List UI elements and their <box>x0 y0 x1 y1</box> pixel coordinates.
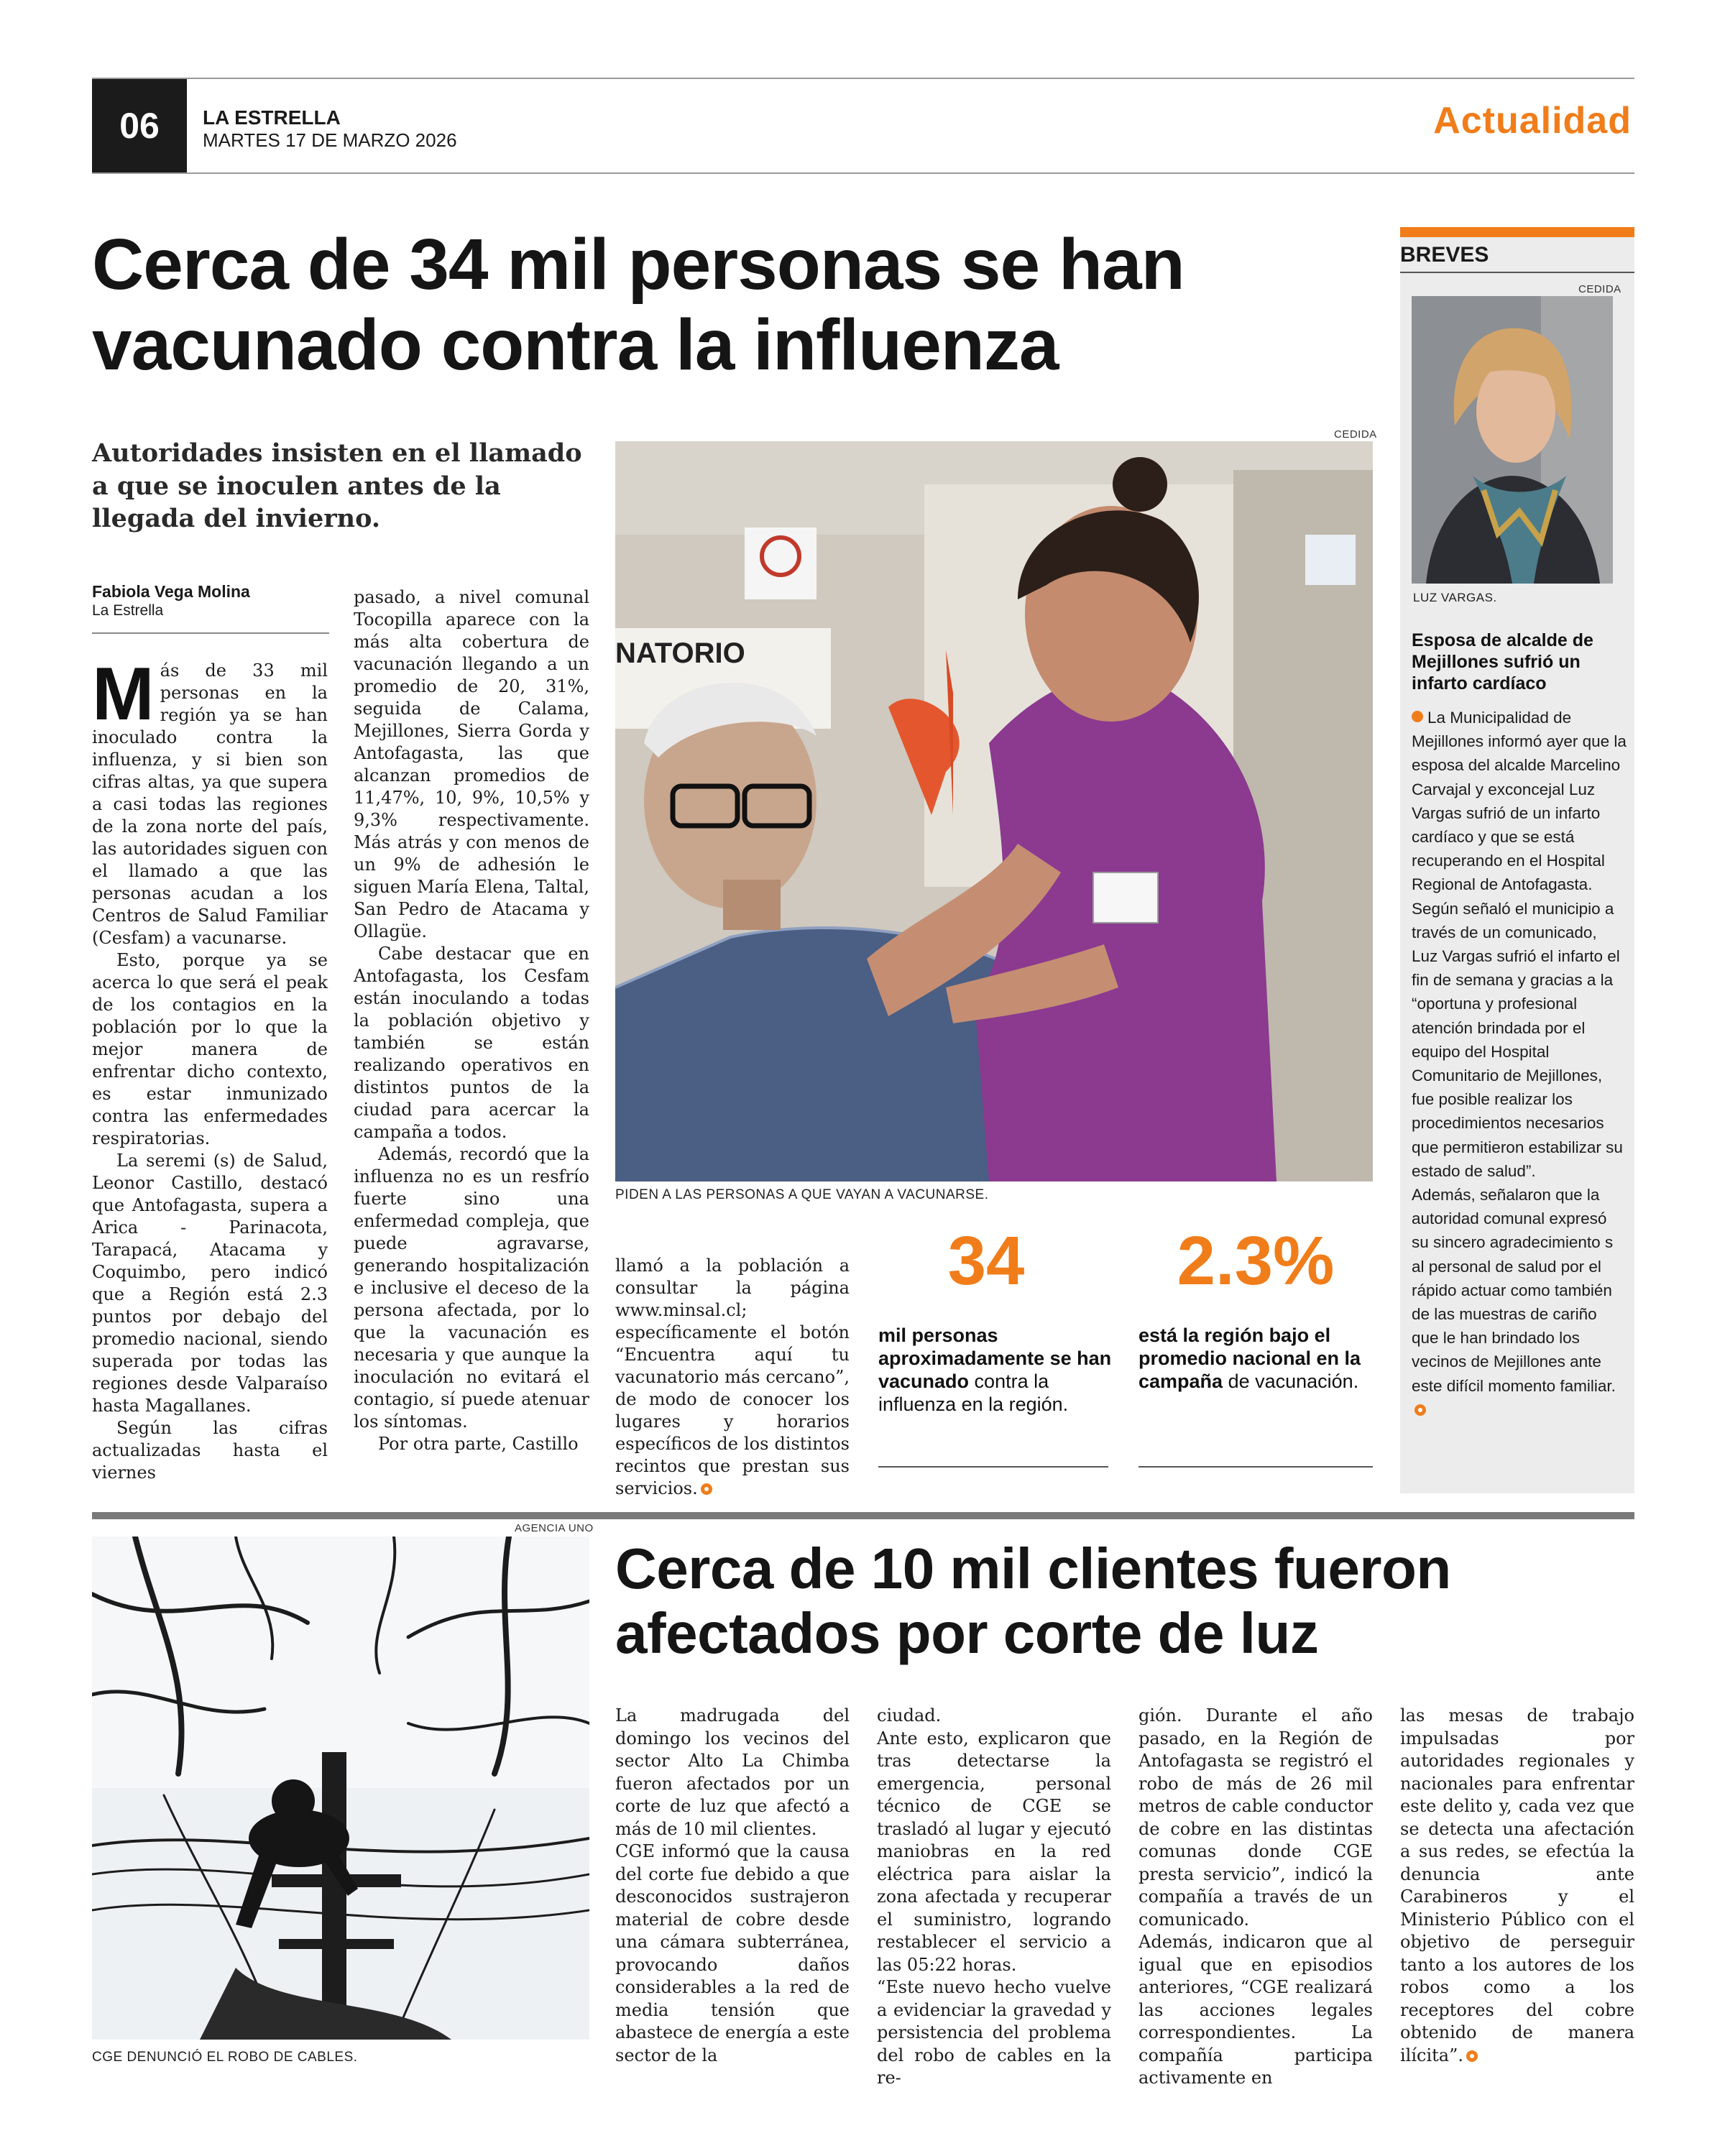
article-paragraph: Además, indicaron que al igual que en episodios anteriores, “CGE realizará las acciones legales correspondientes. La compañía participa activamente en <box>1138 1932 1373 2088</box>
stat-rule <box>878 1466 1108 1468</box>
stat-rule <box>1138 1466 1373 1468</box>
byline-rule <box>92 632 329 634</box>
end-of-article-icon <box>701 1483 712 1495</box>
breves-rule <box>1400 272 1634 273</box>
article-paragraph: Según las cifras actualizadas hasta el viernes <box>92 1418 328 1483</box>
newspaper-name: LA ESTRELLA <box>203 106 341 129</box>
article-paragraph: CGE informó que la causa del corte fue debido a que desconocidos sustrajeron material de cobre desde una cámara subterránea, provocando daños considerables a la red de media tensión que abastece de energía a este sector de la <box>615 1841 850 2065</box>
article-paragraph: La madrugada del domingo los vecinos del sector Alto La Chimba fueron afectados por un corte de luz que afectó a más de 10 mil clientes. <box>615 1705 850 1839</box>
breves-label: BREVES <box>1400 243 1489 267</box>
breves-accent-bar <box>1400 227 1634 237</box>
section-divider <box>92 1512 1634 1519</box>
article-paragraph: Además, recordó que la influenza no es un resfrío fuerte sino una enfermedad compleja, que puede agravarse, generando hospitalización e inclusive el deceso de la persona afectada, por lo que la vacunación es necesaria y que aunque la inoculación no evitará el contagio, sí puede atenuar los síntomas. <box>354 1144 589 1432</box>
photo-credit: CEDIDA <box>1334 428 1377 441</box>
byline-author: Fabiola Vega Molina <box>92 582 250 601</box>
stat-text-rest: de vacunación. <box>1223 1370 1359 1392</box>
article-paragraph: ás de 33 mil personas en la región ya se han inoculado contra la influenza, y si bien son cifras altas, ya que supera a casi todas las regiones de la zona norte del país, las autoridades siguen con el llamado a que las personas acudan a los Centros de Salud Familiar (Cesfam) a vacunarse. <box>92 660 328 948</box>
stat-description-vaccinated <box>878 1324 1116 1416</box>
article-paragraph: ciudad. <box>877 1705 942 1726</box>
stat-text-bold: mil personas aproximadamente se han vacunado <box>878 1325 1112 1392</box>
end-of-article-icon <box>1414 1404 1426 1416</box>
byline-outlet: La Estrella <box>92 602 164 619</box>
cable-theft-photo <box>92 1537 589 2040</box>
article-paragraph: Cabe destacar que en Antofagasta, los Cesfam están inoculando a todas la población objetivo y también se están realizando operativos en distintos puntos de la ciudad para acercar la campaña a todos. <box>354 944 589 1142</box>
breves-photo-credit: CEDIDA <box>1578 283 1622 295</box>
stat-value-below-average: 2.3% <box>1177 1222 1335 1299</box>
photo-caption: PIDEN A LAS PERSONAS A QUE VAYAN A VACUNARSE. <box>615 1187 989 1202</box>
second-photo-caption: CGE DENUNCIÓ EL ROBO DE CABLES. <box>92 2050 358 2065</box>
article-paragraph: “Este nuevo hecho vuelve a evidenciar la gravedad y persistencia del problema del robo de cables en la re- <box>877 1977 1111 2088</box>
breves-photo-caption: LUZ VARGAS. <box>1413 591 1497 604</box>
article-paragraph: pasado, a nivel comunal Tocopilla aparece con la más alta cobertura de vacunación llegando a un promedio de 20, 31%, seguida de Calama, Mejillones, Sierra Gorda y Antofagasta, las que alcanzan promedios de 11,47%, 10, 9%, 10,5% y 9,3% respectivamente. Más atrás y con menos de un 9% de adhesión le siguen María Elena, Taltal, San Pedro de Atacama y Ollagüe. <box>354 587 589 941</box>
main-headline: Cerca de 34 mil personas se han vacunado contra la influenza <box>92 224 1184 385</box>
stat-text-rest: contra la influenza en la región. <box>878 1370 1069 1415</box>
section-label: Actualidad <box>1433 100 1632 142</box>
sub-headline: Autoridades insisten en el llamado a que se inoculen antes de la llegada del invierno. <box>92 438 582 533</box>
breves-headline: Esposa de alcalde de Mejillones sufrió un infarto cardíaco <box>1412 630 1593 694</box>
breves-paragraph: La Municipalidad de Mejillones informó ayer que la esposa del alcalde Marcelino Carvajal y exconcejal Luz Vargas sufrió de un infarto cardíaco y que se está recuperando en el Hospital Regional de Antofagasta. <box>1412 709 1627 894</box>
second-article-column-1 <box>615 1705 850 2067</box>
vaccination-photo <box>615 441 1373 1181</box>
article-paragraph: Ante esto, explicaron que tras detectarse la emergencia, personal técnico de CGE se trasladó al lugar y ejecutó maniobras en la red eléctrica para aislar la zona afectada y recuperar el suministro, logrando restablecer el servicio a las 05:22 horas. <box>877 1728 1111 1975</box>
second-headline: Cerca de 10 mil clientes fueron afectados por corte de luz <box>615 1537 1451 1665</box>
main-article-column-1 <box>92 653 328 1484</box>
header-top-rule <box>92 78 1634 79</box>
breves-body <box>1412 706 1627 1422</box>
article-paragraph: Esto, porque ya se acerca lo que será el peak de los contagios en la población por lo que la mejor manera de enfrentar dicho contexto, es estar inmunizado contra las enfermedades respiratorias. <box>92 950 328 1148</box>
second-article-column-2 <box>877 1705 1111 2090</box>
bullet-icon <box>1412 711 1423 722</box>
second-photo-credit: AGENCIA UNO <box>515 1522 594 1534</box>
article-paragraph: las mesas de trabajo impulsadas por autoridades regionales y nacionales para enfrentar este delito y, cada vez que se detecta una afectación a sus redes, se efectúa la denuncia ante Carabineros y el Ministerio Público con el objetivo de perseguir tanto a los autores de los robos como a los receptores del cobre obtenido de manera ilícita”. <box>1400 1705 1634 2065</box>
end-of-article-icon <box>1466 2050 1478 2062</box>
page-number: 06 <box>92 79 187 172</box>
stat-description-below-average <box>1138 1324 1376 1393</box>
second-article-column-4 <box>1400 1705 1634 2067</box>
breves-paragraph: Además, señalaron que la autoridad comunal expresó su sincero agradecimiento s al personal de salud por el rápido actuar como también de las muestras de cariño que le han brindado los vecinos de Mejillones ante este difícil momento familiar. <box>1412 1186 1616 1395</box>
header-bottom-rule <box>92 172 1634 174</box>
luz-vargas-photo <box>1412 296 1613 584</box>
main-article-column-3 <box>615 1255 850 1500</box>
breves-paragraph: Según señaló el municipio a través de un comunicado, Luz Vargas sufrió el infarto el fin de semana y gracias a la “oportuna y profesional atención brindada por el equipo del Hospital Comunitario de Mejillones, fue posible realizar los procedimientos necesarios que permitieron estabilizar su estado de salud”. <box>1412 899 1623 1180</box>
article-paragraph: llamó a la población a consultar la página www.minsal.cl; específicamente el botón “Encuentra aquí tu vacunatorio más cercano”, de modo de conocer los lugares y horarios específicos de los distintos recintos que prestan sus servicios. <box>615 1256 850 1498</box>
clinic-sign-text: NATORIO <box>615 637 745 669</box>
main-article-column-2 <box>354 586 589 1455</box>
stat-text-bold: está la región bajo el promedio nacional en la campaña <box>1138 1325 1361 1392</box>
issue-date: MARTES 17 DE MARZO 2026 <box>203 129 457 151</box>
article-paragraph: La seremi (s) de Salud, Leonor Castillo, destacó que Antofagasta, supera a Arica - Parinacota, Tarapacá, Atacama y Coquimbo, pero indicó que a Región está 2.3 puntos por debajo del promedio nacional, siendo superada por todas las regiones desde Valparaíso hasta Magallanes. <box>92 1151 328 1416</box>
drop-cap: M <box>92 653 155 736</box>
second-article-column-3 <box>1138 1705 1373 2090</box>
article-paragraph: gión. Durante el año pasado, en la Región de Antofagasta se registró el robo de más de 26 mil metros de cable conductor de cobre en las distintas comunas donde CGE presta servicio”, indicó la compañía a través de un comunicado. <box>1138 1705 1373 1930</box>
stat-value-vaccinated: 34 <box>947 1222 1025 1299</box>
article-paragraph: Por otra parte, Castillo <box>378 1434 579 1454</box>
